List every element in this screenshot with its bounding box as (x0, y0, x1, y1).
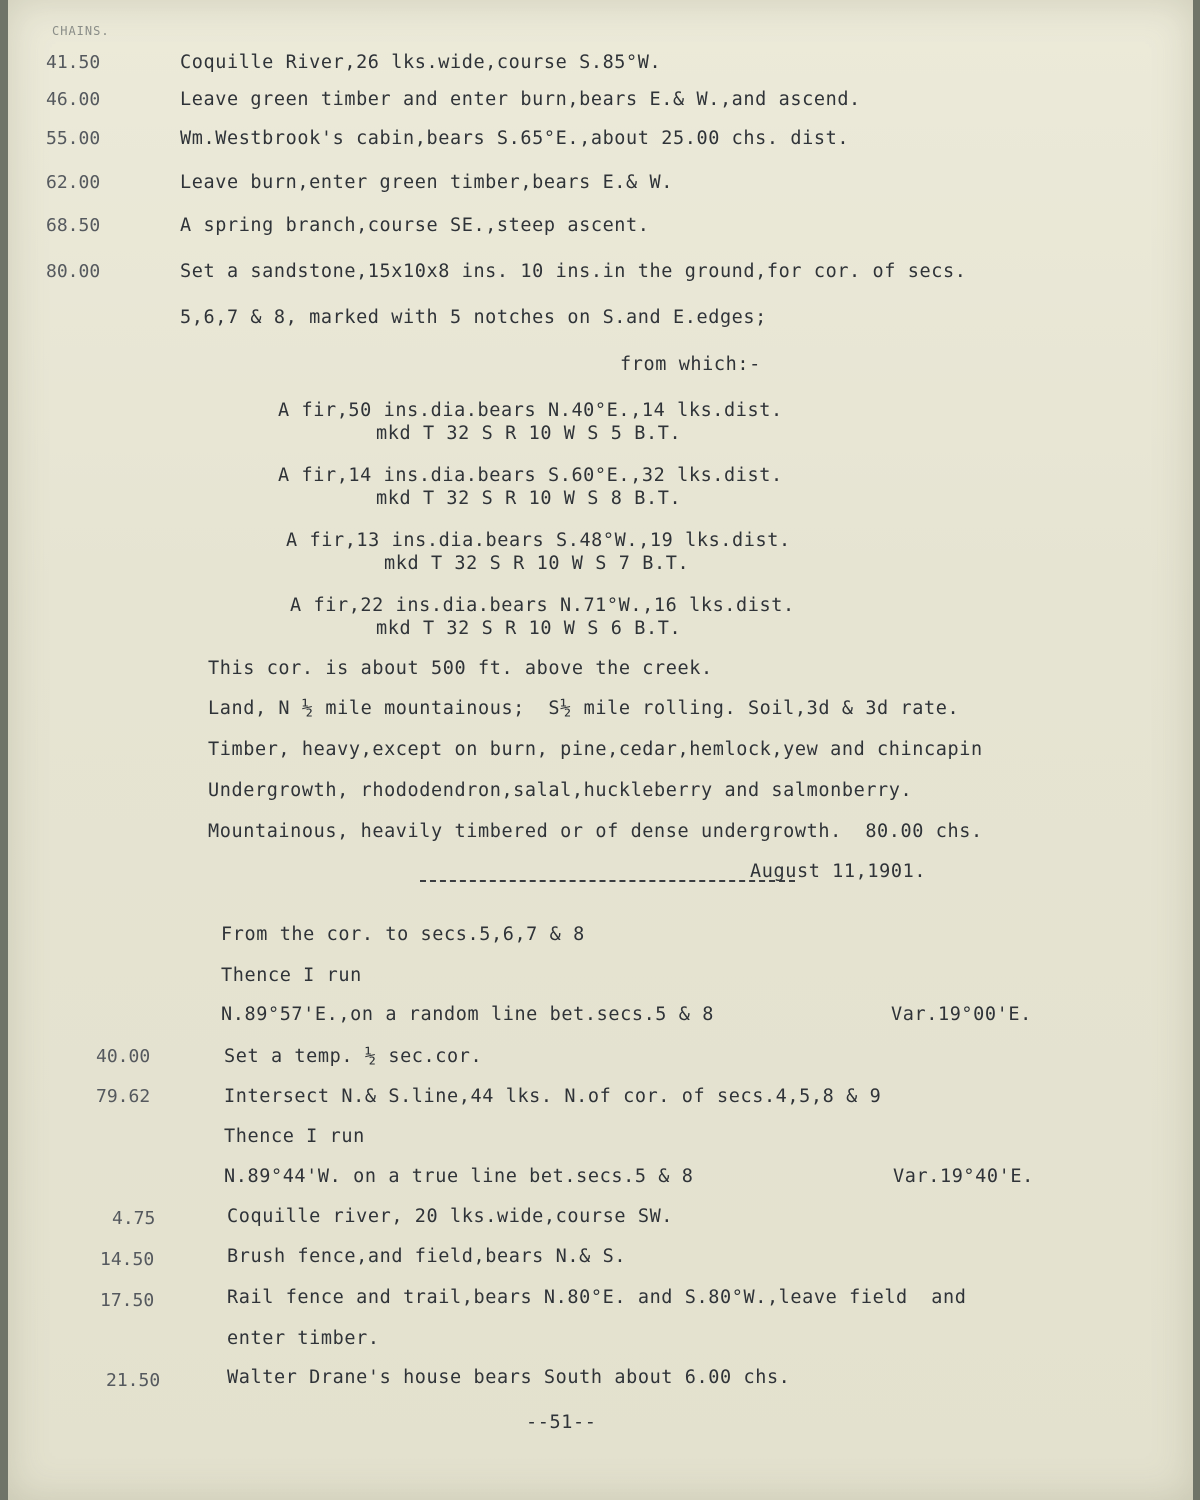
entry-amount: 55.00 (46, 128, 101, 149)
entry-amount: 17.50 (100, 1290, 155, 1311)
entry-text: Coquille River,26 lks.wide,course S.85°W. (180, 52, 662, 73)
true-line-variation: Var.19°40'E. (893, 1166, 1034, 1187)
thence-line: Thence I run (224, 1126, 365, 1147)
entry-amount: 21.50 (106, 1370, 161, 1391)
corner-continuation: 5,6,7 & 8, marked with 5 notches on S.and E.edges; (180, 307, 767, 328)
entry-text: Leave burn,enter green timber,bears E.& W. (180, 172, 673, 193)
entry-text: Walter Drane's house bears South about 6.00 chs. (227, 1367, 791, 1388)
entry-amount: 46.00 (46, 89, 101, 110)
entry-text: Coquille river, 20 lks.wide,course SW. (227, 1206, 674, 1227)
page-number: --51-- (526, 1412, 597, 1433)
bearing-tree-marking: mkd T 32 S R 10 W S 8 B.T. (376, 488, 682, 509)
entry-amount: 68.50 (46, 215, 101, 236)
entry-text: Set a sandstone,15x10x8 ins. 10 ins.in the ground,for cor. of secs. (180, 261, 967, 282)
document-page (8, 0, 1193, 1500)
entry-amount: 80.00 (46, 261, 101, 282)
section-intro: Thence I run (221, 965, 362, 986)
bearing-tree-line: A fir,50 ins.dia.bears N.40°E.,14 lks.dist. (278, 400, 783, 421)
entry-amount: 62.00 (46, 172, 101, 193)
note-line: This cor. is about 500 ft. above the creek. (208, 658, 713, 679)
entry-text: Wm.Westbrook's cabin,bears S.65°E.,about 25.00 chs. dist. (180, 128, 850, 149)
column-header: CHAINS. (52, 24, 110, 38)
survey-date: August 11,1901. (750, 861, 927, 882)
from-which: from which:- (620, 354, 761, 375)
entry-text: Rail fence and trail,bears N.80°E. and S.80°W.,leave field and (227, 1287, 967, 1308)
bearing-tree-marking: mkd T 32 S R 10 W S 5 B.T. (376, 423, 682, 444)
bearing-tree-marking: mkd T 32 S R 10 W S 7 B.T. (384, 553, 690, 574)
random-line-course: N.89°57'E.,on a random line bet.secs.5 & 8 (221, 1004, 714, 1025)
entry-amount: 41.50 (46, 52, 101, 73)
section-intro: From the cor. to secs.5,6,7 & 8 (221, 924, 585, 945)
note-line: Timber, heavy,except on burn, pine,cedar,hemlock,yew and chincapin (208, 739, 983, 760)
entry-amount: 79.62 (96, 1086, 151, 1107)
bearing-tree-marking: mkd T 32 S R 10 W S 6 B.T. (376, 618, 682, 639)
entry-text: Leave green timber and enter burn,bears E.& W.,and ascend. (180, 89, 861, 110)
note-line: Undergrowth, rhododendron,salal,huckleberry and salmonberry. (208, 780, 913, 801)
bearing-tree-line: A fir,13 ins.dia.bears S.48°W.,19 lks.dist. (286, 530, 791, 551)
entry-text: Intersect N.& S.line,44 lks. N.of cor. of secs.4,5,8 & 9 (224, 1086, 882, 1107)
entry-amount: 4.75 (112, 1208, 156, 1229)
note-line: Mountainous, heavily timbered or of dense undergrowth. 80.00 chs. (208, 821, 983, 842)
entry-text: A spring branch,course SE.,steep ascent. (180, 215, 650, 236)
entry-text: enter timber. (227, 1328, 380, 1349)
random-line-variation: Var.19°00'E. (891, 1004, 1032, 1025)
true-line-course: N.89°44'W. on a true line bet.secs.5 & 8 (224, 1166, 694, 1187)
section-divider (420, 880, 795, 882)
entry-amount: 14.50 (100, 1249, 155, 1270)
entry-text: Brush fence,and field,bears N.& S. (227, 1246, 627, 1267)
bearing-tree-line: A fir,22 ins.dia.bears N.71°W.,16 lks.dist. (290, 595, 795, 616)
note-line: Land, N ½ mile mountainous; S½ mile rolling. Soil,3d & 3d rate. (208, 698, 960, 719)
bearing-tree-line: A fir,14 ins.dia.bears S.60°E.,32 lks.dist. (278, 465, 783, 486)
entry-amount: 40.00 (96, 1046, 151, 1067)
entry-text: Set a temp. ½ sec.cor. (224, 1046, 483, 1067)
